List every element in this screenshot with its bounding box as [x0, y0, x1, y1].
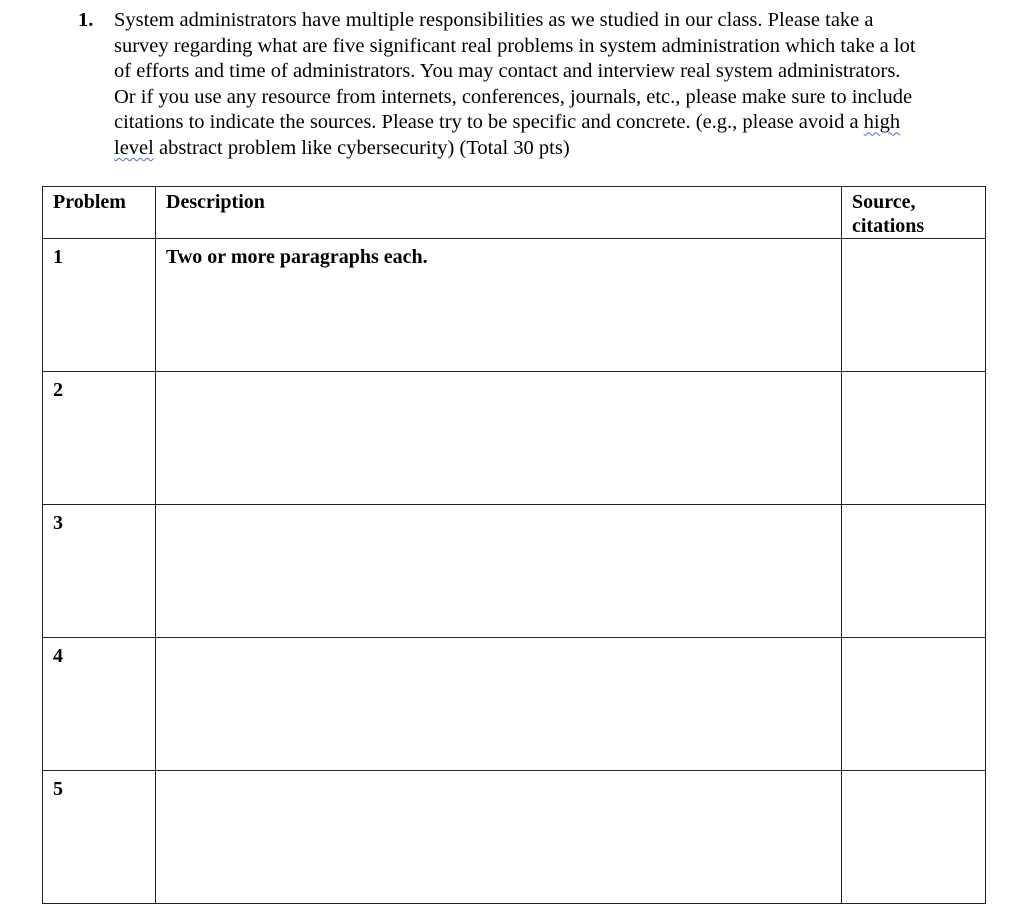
question-line: of efforts and time of administrators. You may contact and interview real system administrators. [114, 60, 901, 83]
table-header-row [43, 187, 986, 239]
flagged-word: level [114, 136, 154, 159]
table-row [43, 638, 986, 771]
question-number: 1. [78, 9, 94, 31]
problem-cell: 4 [43, 638, 156, 771]
question-line-text: citations to indicate the sources. Please try to be specific and concrete. (e.g., please avoid a [114, 111, 859, 134]
source-cell[interactable] [842, 638, 986, 771]
question-text [114, 8, 998, 162]
problem-cell: 5 [43, 771, 156, 904]
table-row [43, 372, 986, 505]
question-line: System administrators have multiple responsibilities as we studied in our class. Please take a [114, 9, 874, 31]
source-cell[interactable] [842, 505, 986, 638]
description-cell[interactable] [156, 372, 842, 505]
problem-cell: 3 [43, 505, 156, 638]
header-description: Description [156, 187, 842, 239]
table-row [43, 239, 986, 372]
problem-cell: 1 [43, 239, 156, 372]
problem-cell: 2 [43, 372, 156, 505]
flagged-word: high [863, 111, 901, 134]
header-problem: Problem [43, 187, 156, 239]
source-cell[interactable] [842, 771, 986, 904]
header-source: Source, citations [842, 187, 986, 239]
description-cell[interactable] [156, 638, 842, 771]
table-row [43, 771, 986, 904]
source-cell[interactable] [842, 239, 986, 372]
question-line: survey regarding what are five significant real problems in system administration which take a lot [114, 34, 916, 57]
description-cell[interactable]: Two or more paragraphs each. [156, 239, 842, 372]
question-line: Or if you use any resource from internets, conferences, journals, etc., please make sure to include [114, 85, 913, 108]
question-line [114, 136, 998, 162]
question-block [78, 8, 998, 162]
question-line [114, 110, 998, 136]
question-line-text: abstract problem like cybersecurity) (Total 30 pts) [153, 136, 570, 159]
table-row [43, 505, 986, 638]
problems-table [42, 186, 986, 904]
description-cell[interactable] [156, 771, 842, 904]
description-cell[interactable] [156, 505, 842, 638]
source-cell[interactable] [842, 372, 986, 505]
